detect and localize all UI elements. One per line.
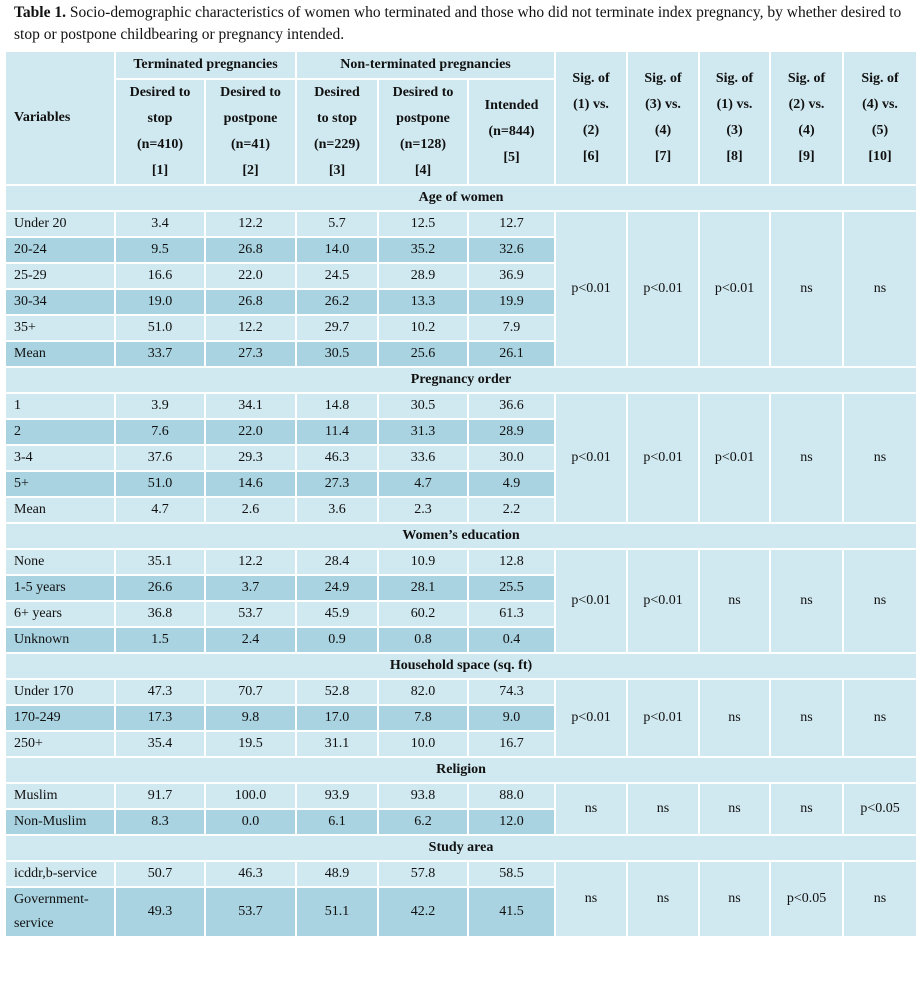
header-line: [6] (582, 149, 600, 164)
value-cell: 14.6 (205, 471, 296, 497)
header-line: stop (147, 111, 173, 126)
value-cell: 93.9 (296, 783, 378, 809)
value-cell: 4.7 (378, 471, 468, 497)
value-cell: 2.2 (468, 497, 555, 523)
value-cell: 36.6 (468, 393, 555, 419)
value-cell: 57.8 (378, 861, 468, 887)
significance-cell: ns (843, 393, 917, 523)
value-cell: 70.7 (205, 679, 296, 705)
value-cell: 12.2 (205, 549, 296, 575)
table-row (5, 393, 917, 419)
value-cell: 3.7 (205, 575, 296, 601)
significance-cell: ns (770, 393, 843, 523)
table-caption (14, 2, 914, 46)
row-label: Non-Muslim (5, 809, 115, 835)
value-cell: 12.7 (468, 211, 555, 237)
value-cell: 12.0 (468, 809, 555, 835)
value-cell: 16.6 (115, 263, 205, 289)
value-cell: 36.8 (115, 601, 205, 627)
value-cell: 93.8 (378, 783, 468, 809)
value-cell: 26.2 (296, 289, 378, 315)
row-label: 25-29 (5, 263, 115, 289)
value-cell: 7.9 (468, 315, 555, 341)
value-cell: 46.3 (296, 445, 378, 471)
row-label: Mean (5, 341, 115, 367)
header-col-1 (115, 79, 205, 185)
value-cell: 27.3 (296, 471, 378, 497)
table-row (5, 783, 917, 809)
value-cell: 14.0 (296, 237, 378, 263)
value-cell: 74.3 (468, 679, 555, 705)
row-label: 3-4 (5, 445, 115, 471)
row-label: Government- service (5, 887, 115, 937)
value-cell: 88.0 (468, 783, 555, 809)
value-cell: 10.2 (378, 315, 468, 341)
value-cell: 28.1 (378, 575, 468, 601)
section-title: Religion (5, 757, 917, 783)
value-cell: 26.8 (205, 289, 296, 315)
significance-cell: ns (699, 679, 770, 757)
value-cell: 26.6 (115, 575, 205, 601)
significance-cell: ns (699, 549, 770, 653)
value-cell: 24.5 (296, 263, 378, 289)
row-label: 5+ (5, 471, 115, 497)
value-cell: 33.6 (378, 445, 468, 471)
header-line: postpone (223, 111, 278, 126)
significance-cell: p<0.01 (627, 549, 699, 653)
value-cell: 35.2 (378, 237, 468, 263)
header-line: to stop (316, 111, 358, 126)
header-line: (3) (726, 123, 743, 138)
significance-cell: ns (555, 783, 627, 835)
value-cell: 91.7 (115, 783, 205, 809)
value-cell: 51.0 (115, 471, 205, 497)
header-col-5 (468, 79, 555, 185)
value-cell: 100.0 (205, 783, 296, 809)
row-label: 35+ (5, 315, 115, 341)
header-line: (4) (654, 123, 672, 138)
value-cell: 35.1 (115, 549, 205, 575)
value-cell: 26.8 (205, 237, 296, 263)
header-line: [1] (151, 163, 169, 178)
value-cell: 52.8 (296, 679, 378, 705)
section-title: Pregnancy order (5, 367, 917, 393)
value-cell: 6.1 (296, 809, 378, 835)
header-line: Desired to (392, 85, 454, 100)
value-cell: 12.2 (205, 211, 296, 237)
significance-cell: p<0.01 (555, 211, 627, 367)
value-cell: 29.7 (296, 315, 378, 341)
value-cell: 9.0 (468, 705, 555, 731)
header-line: Desired to (129, 85, 191, 100)
header-line: (1) vs. (573, 97, 609, 112)
value-cell: 7.8 (378, 705, 468, 731)
value-cell: 14.8 (296, 393, 378, 419)
header-sig-9 (770, 51, 843, 185)
row-label: 170-249 (5, 705, 115, 731)
significance-cell: ns (770, 679, 843, 757)
section-title: Women’s education (5, 523, 917, 549)
value-cell: 10.0 (378, 731, 468, 757)
value-cell: 8.3 (115, 809, 205, 835)
header-sig-10 (843, 51, 917, 185)
value-cell: 1.5 (115, 627, 205, 653)
header-line: [4] (414, 163, 432, 178)
value-cell: 16.7 (468, 731, 555, 757)
value-cell: 35.4 (115, 731, 205, 757)
value-cell: 46.3 (205, 861, 296, 887)
value-cell: 53.7 (205, 601, 296, 627)
header-line: [2] (242, 163, 259, 178)
value-cell: 25.6 (378, 341, 468, 367)
value-cell: 82.0 (378, 679, 468, 705)
header-line: (2) (582, 123, 600, 138)
row-label: 1-5 years (5, 575, 115, 601)
header-line: Sig. of (715, 71, 754, 86)
value-cell: 3.4 (115, 211, 205, 237)
caption-label: Table 1. (14, 4, 66, 21)
significance-cell: p<0.01 (699, 393, 770, 523)
header-line: (5) (871, 123, 889, 138)
value-cell: 6.2 (378, 809, 468, 835)
significance-cell: ns (627, 861, 699, 937)
header-line: (n=128) (399, 137, 447, 152)
value-cell: 32.6 (468, 237, 555, 263)
value-cell: 3.6 (296, 497, 378, 523)
significance-cell: ns (843, 211, 917, 367)
header-line: Sig. of (572, 71, 610, 86)
value-cell: 61.3 (468, 601, 555, 627)
value-cell: 29.3 (205, 445, 296, 471)
value-cell: 5.7 (296, 211, 378, 237)
value-cell: 4.9 (468, 471, 555, 497)
value-cell: 4.7 (115, 497, 205, 523)
data-table (4, 50, 918, 938)
value-cell: 51.0 (115, 315, 205, 341)
significance-cell: p<0.01 (699, 211, 770, 367)
header-sig-6 (555, 51, 627, 185)
header-col-3 (296, 79, 378, 185)
header-line: (1) vs. (716, 97, 753, 112)
header-line: [10] (868, 149, 892, 164)
header-line: (2) vs. (788, 97, 825, 112)
header-line: [8] (726, 149, 743, 164)
value-cell: 24.9 (296, 575, 378, 601)
header-line: (4) (798, 123, 815, 138)
significance-cell: ns (555, 861, 627, 937)
value-cell: 30.5 (296, 341, 378, 367)
row-label: 250+ (5, 731, 115, 757)
row-label: 1 (5, 393, 115, 419)
value-cell: 12.5 (378, 211, 468, 237)
header-line: Sig. of (787, 71, 826, 86)
significance-cell: p<0.01 (627, 679, 699, 757)
value-cell: 9.8 (205, 705, 296, 731)
value-cell: 37.6 (115, 445, 205, 471)
table-body (5, 185, 917, 937)
value-cell: 9.5 (115, 237, 205, 263)
value-cell: 11.4 (296, 419, 378, 445)
header-line: Sig. of (861, 71, 899, 86)
value-cell: 47.3 (115, 679, 205, 705)
header-non-terminated: Non-terminated pregnancies (296, 51, 555, 79)
row-label: Muslim (5, 783, 115, 809)
value-cell: 31.1 (296, 731, 378, 757)
value-cell: 19.5 (205, 731, 296, 757)
row-label: None (5, 549, 115, 575)
header-line: (n=410) (136, 137, 184, 152)
value-cell: 48.9 (296, 861, 378, 887)
value-cell: 17.0 (296, 705, 378, 731)
value-cell: 28.4 (296, 549, 378, 575)
value-cell: 28.9 (468, 419, 555, 445)
value-cell: 7.6 (115, 419, 205, 445)
row-label: Mean (5, 497, 115, 523)
value-cell: 22.0 (205, 263, 296, 289)
header-line: postpone (396, 111, 450, 126)
section-title: Household space (sq. ft) (5, 653, 917, 679)
significance-cell: ns (843, 679, 917, 757)
significance-cell: p<0.01 (555, 679, 627, 757)
value-cell: 31.3 (378, 419, 468, 445)
significance-cell: p<0.01 (627, 211, 699, 367)
significance-cell: ns (770, 783, 843, 835)
header-terminated: Terminated pregnancies (115, 51, 296, 79)
value-cell: 13.3 (378, 289, 468, 315)
value-cell: 28.9 (378, 263, 468, 289)
value-cell: 0.9 (296, 627, 378, 653)
header-line: (n=41) (230, 137, 271, 152)
significance-cell: ns (843, 861, 917, 937)
value-cell: 19.9 (468, 289, 555, 315)
table-row (5, 861, 917, 887)
value-cell: 12.8 (468, 549, 555, 575)
significance-cell: ns (843, 549, 917, 653)
row-label: 30-34 (5, 289, 115, 315)
value-cell: 41.5 (468, 887, 555, 937)
table-row (5, 211, 917, 237)
value-cell: 25.5 (468, 575, 555, 601)
significance-cell: ns (699, 783, 770, 835)
value-cell: 45.9 (296, 601, 378, 627)
value-cell: 0.0 (205, 809, 296, 835)
header-line: (n=229) (313, 137, 361, 152)
value-cell: 30.0 (468, 445, 555, 471)
header-sig-8 (699, 51, 770, 185)
caption-text: Socio-demographic characteristics of women who terminated and those who did not terminate index pregnancy, by whether desired to stop or postpone childbearing or pregnancy intended. (14, 4, 902, 43)
header-col-4 (378, 79, 468, 185)
value-cell: 50.7 (115, 861, 205, 887)
significance-cell: p<0.05 (843, 783, 917, 835)
significance-cell: ns (699, 861, 770, 937)
value-cell: 49.3 (115, 887, 205, 937)
significance-cell: ns (770, 549, 843, 653)
significance-cell: p<0.05 (770, 861, 843, 937)
row-label: 20-24 (5, 237, 115, 263)
header-line: Intended (484, 98, 539, 113)
significance-cell: p<0.01 (627, 393, 699, 523)
header-line: [3] (328, 163, 346, 178)
value-cell: 2.3 (378, 497, 468, 523)
value-cell: 58.5 (468, 861, 555, 887)
row-label: 2 (5, 419, 115, 445)
value-cell: 2.6 (205, 497, 296, 523)
value-cell: 0.8 (378, 627, 468, 653)
header-line: (n=844) (488, 124, 535, 139)
significance-cell: p<0.01 (555, 549, 627, 653)
value-cell: 30.5 (378, 393, 468, 419)
section-title: Age of women (5, 185, 917, 211)
header-line: Sig. of (644, 71, 682, 86)
table-row (5, 679, 917, 705)
significance-cell: ns (627, 783, 699, 835)
value-cell: 27.3 (205, 341, 296, 367)
row-label: Under 170 (5, 679, 115, 705)
section-title: Study area (5, 835, 917, 861)
header-line: (4) vs. (862, 97, 898, 112)
header-line: [5] (503, 150, 520, 165)
value-cell: 22.0 (205, 419, 296, 445)
value-cell: 26.1 (468, 341, 555, 367)
row-label: Unknown (5, 627, 115, 653)
header-line: [9] (798, 149, 815, 164)
value-cell: 42.2 (378, 887, 468, 937)
header-line: [7] (654, 149, 672, 164)
row-label: Under 20 (5, 211, 115, 237)
value-cell: 17.3 (115, 705, 205, 731)
value-cell: 12.2 (205, 315, 296, 341)
significance-cell: p<0.01 (555, 393, 627, 523)
header-variables: Variables (5, 51, 115, 185)
value-cell: 2.4 (205, 627, 296, 653)
row-label: icddr,b-service (5, 861, 115, 887)
value-cell: 53.7 (205, 887, 296, 937)
header-line: Desired (314, 85, 360, 100)
significance-cell: ns (770, 211, 843, 367)
value-cell: 51.1 (296, 887, 378, 937)
header-col-2 (205, 79, 296, 185)
value-cell: 10.9 (378, 549, 468, 575)
header-sig-7 (627, 51, 699, 185)
value-cell: 0.4 (468, 627, 555, 653)
value-cell: 3.9 (115, 393, 205, 419)
value-cell: 36.9 (468, 263, 555, 289)
value-cell: 19.0 (115, 289, 205, 315)
value-cell: 34.1 (205, 393, 296, 419)
header-line: (3) vs. (645, 97, 681, 112)
table-row (5, 549, 917, 575)
header-line: Desired to (220, 85, 281, 100)
row-label: 6+ years (5, 601, 115, 627)
value-cell: 33.7 (115, 341, 205, 367)
value-cell: 60.2 (378, 601, 468, 627)
